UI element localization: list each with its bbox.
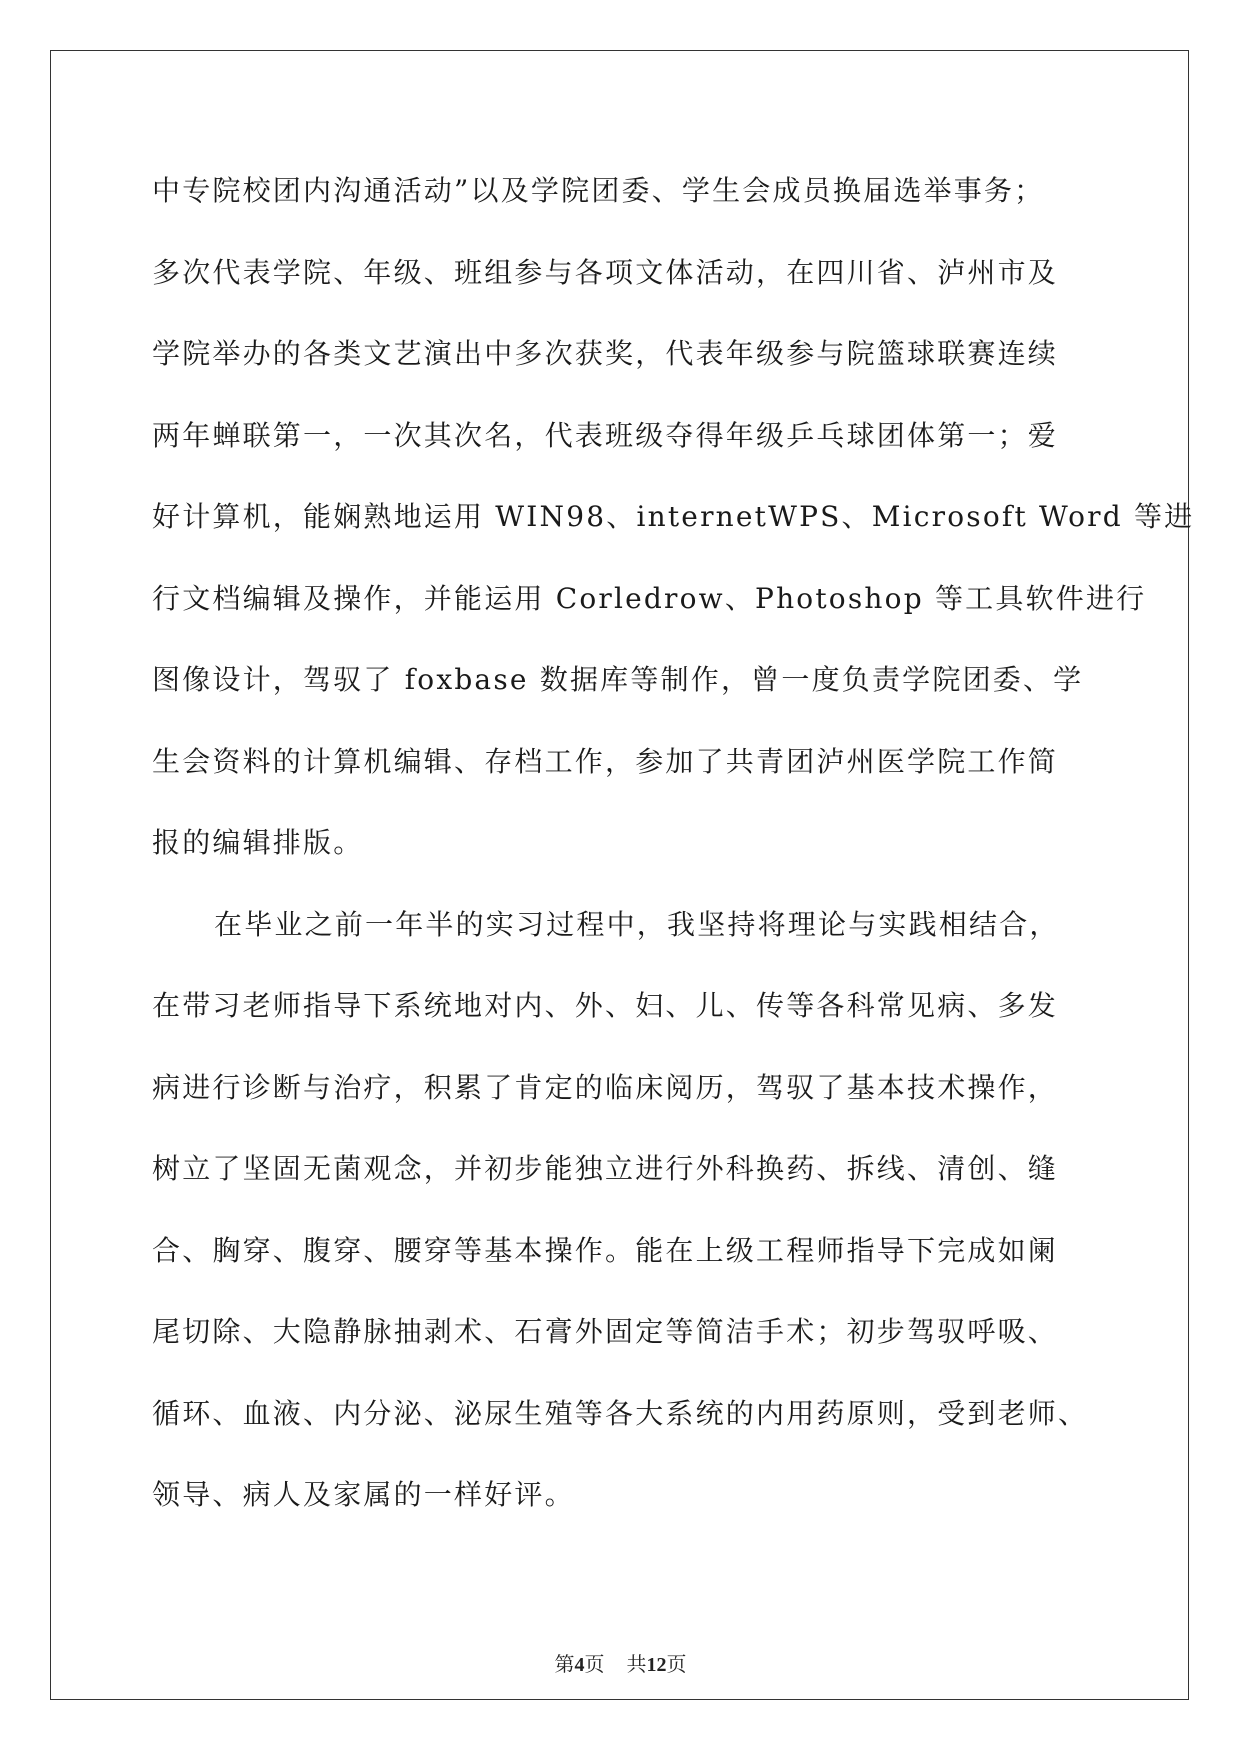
- text-line: 领导、病人及家属的一样好评。: [152, 1478, 575, 1511]
- total-page-number: 12: [646, 1654, 667, 1676]
- document-body: [152, 150, 1195, 1536]
- text-line: 循环、血液、内分泌、泌尿生殖等各大系统的内用药原则，受到老师、: [152, 1396, 1089, 1430]
- current-page-number: 4: [574, 1654, 585, 1676]
- text-line: 多次代表学院、年级、班组参与各项文体活动，在四川省、泸州市及: [152, 255, 1059, 289]
- page-prefix: 第: [554, 1652, 575, 1676]
- page-number-footer: [0, 1652, 1241, 1677]
- total-prefix: 共: [626, 1652, 647, 1676]
- text-line: 树立了坚固无菌观念，并初步能独立进行外科换药、拆线、清创、缝: [152, 1152, 1059, 1185]
- text-line: 报的编辑排版。: [152, 826, 364, 859]
- text-line: 病进行诊断与治疗，积累了肯定的临床阅历，驾驭了基本技术操作，: [152, 1070, 1059, 1104]
- total-unit: 页: [666, 1652, 687, 1676]
- text-line: 中专院校团内沟通活动”以及学院团委、学生会成员换届选举事务；: [152, 174, 1045, 207]
- text-line: 学院举办的各类文艺演出中多次获奖，代表年级参与院篮球联赛连续: [152, 337, 1059, 370]
- text-line: 两年蝉联第一，一次其次名，代表班级夺得年级乒乓球团体第一；爱: [152, 418, 1059, 452]
- text-line: 尾切除、大隐静脉抽剥术、石膏外固定等简洁手术；初步驾驭呼吸、: [152, 1315, 1059, 1348]
- text-line: 好计算机，能娴熟地运用 WIN98、internetWPS、Microsoft Word 等进: [152, 500, 1195, 533]
- text-line: 合、胸穿、腹穿、腰穿等基本操作。能在上级工程师指导下完成如阑: [152, 1233, 1059, 1267]
- paragraph-first-line: 在毕业之前一年半的实习过程中，我坚持将理论与实践相结合，: [214, 907, 1060, 941]
- text-line: 在带习老师指导下系统地对内、外、妇、儿、传等各科常见病、多发: [152, 989, 1059, 1022]
- page-unit: 页: [584, 1652, 605, 1676]
- text-line: 图像设计，驾驭了 foxbase 数据库等制作，曾一度负责学院团委、学: [152, 663, 1084, 696]
- text-line: 行文档编辑及操作，并能运用 Corledrow、Photoshop 等工具软件进行: [152, 581, 1147, 615]
- text-line: 生会资料的计算机编辑、存档工作，参加了共青团泸州医学院工作简: [152, 744, 1059, 778]
